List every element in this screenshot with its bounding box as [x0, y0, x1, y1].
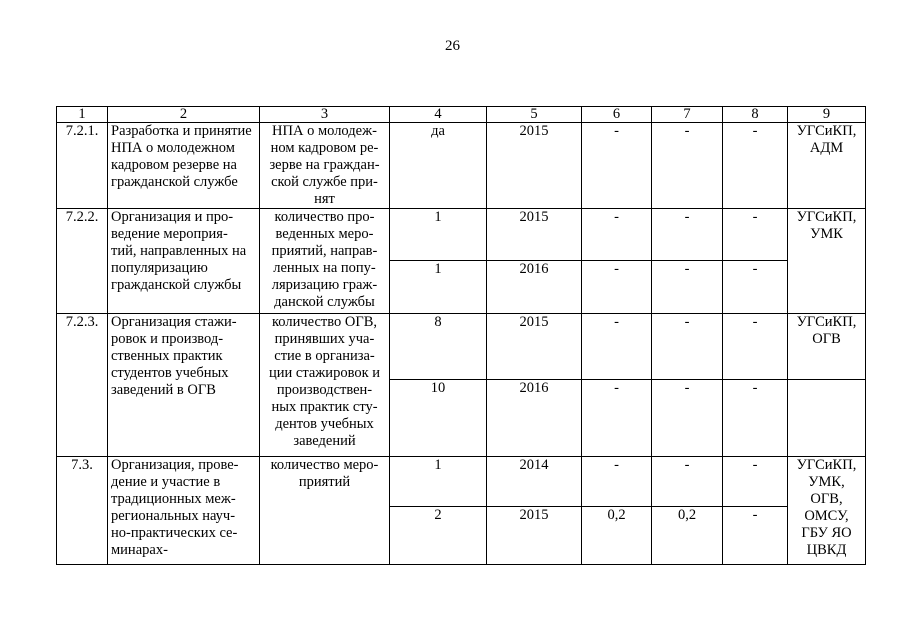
header-cell: 2 — [108, 107, 260, 123]
value-cell: да — [390, 123, 487, 209]
value-cell: 1 — [390, 261, 487, 314]
table-row — [57, 457, 866, 507]
funding-cell: - — [723, 209, 788, 261]
plan-table — [56, 106, 866, 565]
funding-cell: - — [652, 457, 723, 507]
table-row — [57, 314, 866, 380]
funding-cell: - — [723, 380, 788, 457]
funding-cell: - — [582, 209, 652, 261]
year-cell: 2015 — [487, 507, 582, 565]
funding-cell: - — [723, 507, 788, 565]
funding-cell: - — [723, 314, 788, 380]
executor-cell: УГСиКП, УМК, ОГВ, ОМСУ, ГБУ ЯО ЦВКД — [788, 457, 866, 565]
header-cell: 8 — [723, 107, 788, 123]
table-row — [57, 123, 866, 209]
activity-cell: Организация и про- ведение мероприя- тий, направленных на популяризацию гражданской службы — [108, 209, 260, 314]
indicator-cell: количество про- веденных меро- приятий, направ- ленных на попу- ляризацию граж- данской службы — [260, 209, 390, 314]
funding-cell: - — [582, 261, 652, 314]
executor-cell: УГСиКП, УМК — [788, 209, 866, 314]
funding-cell: - — [582, 123, 652, 209]
item-number: 7.3. — [57, 457, 108, 565]
activity-cell: Разработка и принятие НПА о молодежном кадровом резерве на гражданской службе — [108, 123, 260, 209]
funding-cell: - — [582, 457, 652, 507]
funding-cell: 0,2 — [582, 507, 652, 565]
executor-cell-empty — [788, 380, 866, 457]
funding-cell: - — [652, 123, 723, 209]
header-cell: 5 — [487, 107, 582, 123]
year-cell: 2016 — [487, 261, 582, 314]
funding-cell: - — [652, 261, 723, 314]
item-number: 7.2.3. — [57, 314, 108, 457]
funding-cell: 0,2 — [652, 507, 723, 565]
activity-cell: Организация стажи- ровок и производ- ственных практик студентов учебных заведений в ОГВ — [108, 314, 260, 457]
header-cell: 4 — [390, 107, 487, 123]
funding-cell: - — [723, 123, 788, 209]
funding-cell: - — [652, 380, 723, 457]
year-cell: 2015 — [487, 209, 582, 261]
indicator-cell: НПА о молодеж- ном кадровом ре- зерве на граждан- ской службе при- нят — [260, 123, 390, 209]
year-cell: 2014 — [487, 457, 582, 507]
item-number: 7.2.2. — [57, 209, 108, 314]
indicator-cell: количество ОГВ, принявших уча- стие в организа- ции стажировок и производствен- ных практик сту- дентов учебных заведений — [260, 314, 390, 457]
funding-cell: - — [582, 314, 652, 380]
value-cell: 2 — [390, 507, 487, 565]
year-cell: 2015 — [487, 123, 582, 209]
year-cell: 2015 — [487, 314, 582, 380]
table-row — [57, 209, 866, 261]
value-cell: 1 — [390, 209, 487, 261]
header-cell: 6 — [582, 107, 652, 123]
year-cell: 2016 — [487, 380, 582, 457]
header-cell: 9 — [788, 107, 866, 123]
executor-cell: УГСиКП, АДМ — [788, 123, 866, 209]
funding-cell: - — [652, 314, 723, 380]
funding-cell: - — [652, 209, 723, 261]
header-cell: 1 — [57, 107, 108, 123]
page-number: 26 — [445, 38, 460, 54]
header-row — [57, 107, 866, 123]
indicator-cell: количество меро- приятий — [260, 457, 390, 565]
item-number: 7.2.1. — [57, 123, 108, 209]
funding-cell: - — [582, 380, 652, 457]
activity-cell: Организация, прове- дение и участие в традиционных меж- региональных науч- но-практических се- минарах- — [108, 457, 260, 565]
header-cell: 7 — [652, 107, 723, 123]
value-cell: 1 — [390, 457, 487, 507]
header-cell: 3 — [260, 107, 390, 123]
funding-cell: - — [723, 457, 788, 507]
value-cell: 8 — [390, 314, 487, 380]
executor-cell: УГСиКП, ОГВ — [788, 314, 866, 380]
funding-cell: - — [723, 261, 788, 314]
value-cell: 10 — [390, 380, 487, 457]
